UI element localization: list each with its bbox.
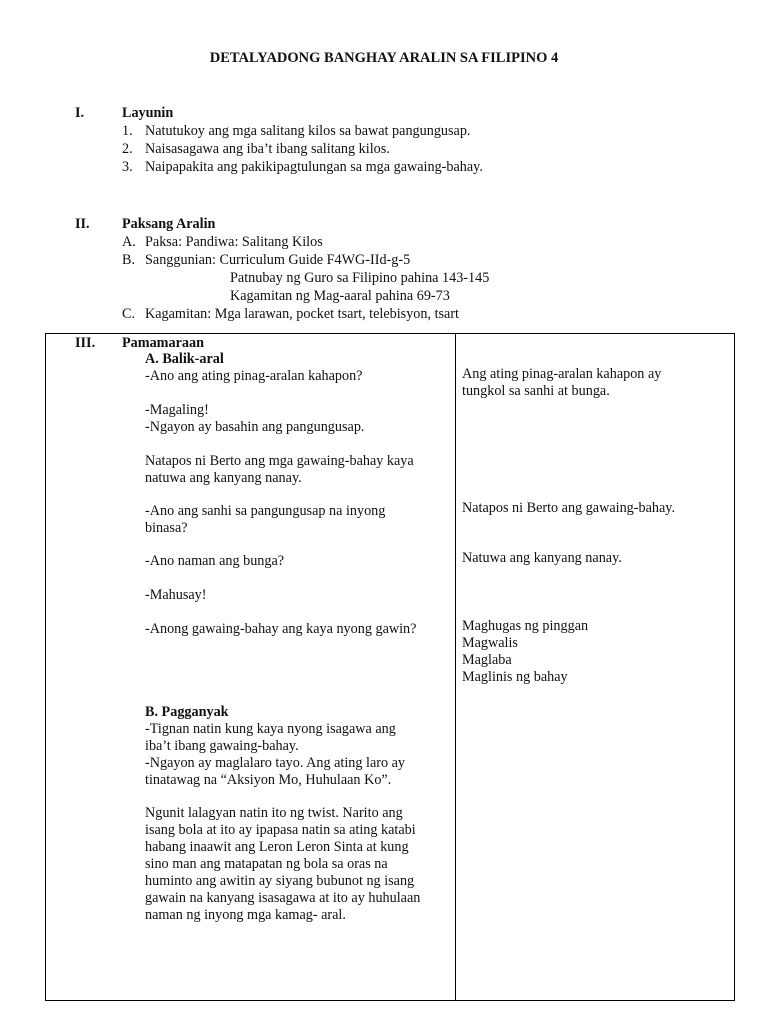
teacher-line: habang inaawit ang Leron Leron Sinta at kung [145, 839, 409, 855]
teacher-line: -Anong gawaing-bahay ang kaya nyong gawin? [145, 621, 417, 637]
student-answer: tungkol sa sanhi at bunga. [462, 383, 610, 399]
list-item-number: 2. [122, 141, 133, 157]
list-item-number: 1. [122, 123, 133, 139]
reference-line: Patnubay ng Guro sa Filipino pahina 143-145 [230, 270, 490, 286]
page-title: DETALYADONG BANGHAY ARALIN SA FILIPINO 4 [209, 50, 559, 66]
teacher-line: -Ano ang sanhi sa pangungusap na inyong [145, 503, 386, 519]
section-1-heading: Layunin [122, 105, 174, 121]
section-3-heading: Pamamaraan [122, 335, 204, 351]
section-2-numeral: II. [75, 216, 90, 232]
teacher-line: tinatawag na “Aksiyon Mo, Huhulaan Ko”. [145, 772, 392, 788]
teacher-line: -Mahusay! [145, 587, 207, 603]
reference-line: Kagamitan ng Mag-aaral pahina 69-73 [230, 288, 450, 304]
student-answer: Maglinis ng bahay [462, 669, 568, 685]
teacher-line: huminto ang awitin ay siyang bubunot ng isang [145, 873, 415, 889]
teacher-line: Ngunit lalagyan natin ito ng twist. Narito ang [145, 805, 403, 821]
student-answer: Maglaba [462, 652, 512, 668]
teacher-line: gawain na kanyang isasagawa at ito ay huhulaan [145, 890, 421, 906]
list-item: Natutukoy ang mga salitang kilos sa bawat pangungusap. [145, 123, 471, 139]
teacher-line: -Ano ang ating pinag-aralan kahapon? [145, 368, 363, 384]
student-answer: Natuwa ang kanyang nanay. [462, 550, 622, 566]
student-answer: Magwalis [462, 635, 518, 651]
section-1-numeral: I. [75, 105, 85, 121]
teacher-line: natuwa ang kanyang nanay. [145, 470, 302, 486]
topic-line: Paksa: Pandiwa: Salitang Kilos [145, 234, 323, 250]
list-item-number: 3. [122, 159, 133, 175]
section-3-numeral: III. [75, 335, 96, 351]
materials-line: Kagamitan: Mga larawan, pocket tsart, telebisyon, tsart [145, 306, 459, 322]
table-column-divider [455, 333, 456, 1001]
teacher-line: -Ngayon ay maglalaro tayo. Ang ating laro ay [145, 755, 406, 771]
teacher-line: -Tignan natin kung kaya nyong isagawa ang [145, 721, 396, 737]
teacher-line: sino man ang matapatan ng bola sa oras na [145, 856, 388, 872]
part-a-heading: A. Balik-aral [145, 351, 224, 367]
student-answer: Maghugas ng pinggan [462, 618, 589, 634]
list-item-letter: B. [122, 252, 136, 268]
list-item-letter: C. [122, 306, 136, 322]
reference-line: Sanggunian: Curriculum Guide F4WG-IId-g-5 [145, 252, 411, 268]
teacher-line: -Ano naman ang bunga? [145, 553, 285, 569]
list-item: Naisasagawa ang iba’t ibang salitang kilos. [145, 141, 390, 157]
teacher-line: -Ngayon ay basahin ang pangungusap. [145, 419, 365, 435]
teacher-line: isang bola at ito ay ipapasa natin sa ating katabi [145, 822, 416, 838]
teacher-line: iba’t ibang gawaing-bahay. [145, 738, 299, 754]
teacher-line: Natapos ni Berto ang mga gawaing-bahay kaya [145, 453, 414, 469]
student-answer: Natapos ni Berto ang gawaing-bahay. [462, 500, 676, 516]
teacher-line: binasa? [145, 520, 188, 536]
part-b-heading: B. Pagganyak [145, 704, 229, 720]
list-item: Naipapakita ang pakikipagtulungan sa mga gawaing-bahay. [145, 159, 483, 175]
section-2-heading: Paksang Aralin [122, 216, 216, 232]
teacher-line: -Magaling! [145, 402, 209, 418]
student-answer: Ang ating pinag-aralan kahapon ay [462, 366, 662, 382]
list-item-letter: A. [122, 234, 136, 250]
teacher-line: naman ng inyong mga kamag- aral. [145, 907, 346, 923]
